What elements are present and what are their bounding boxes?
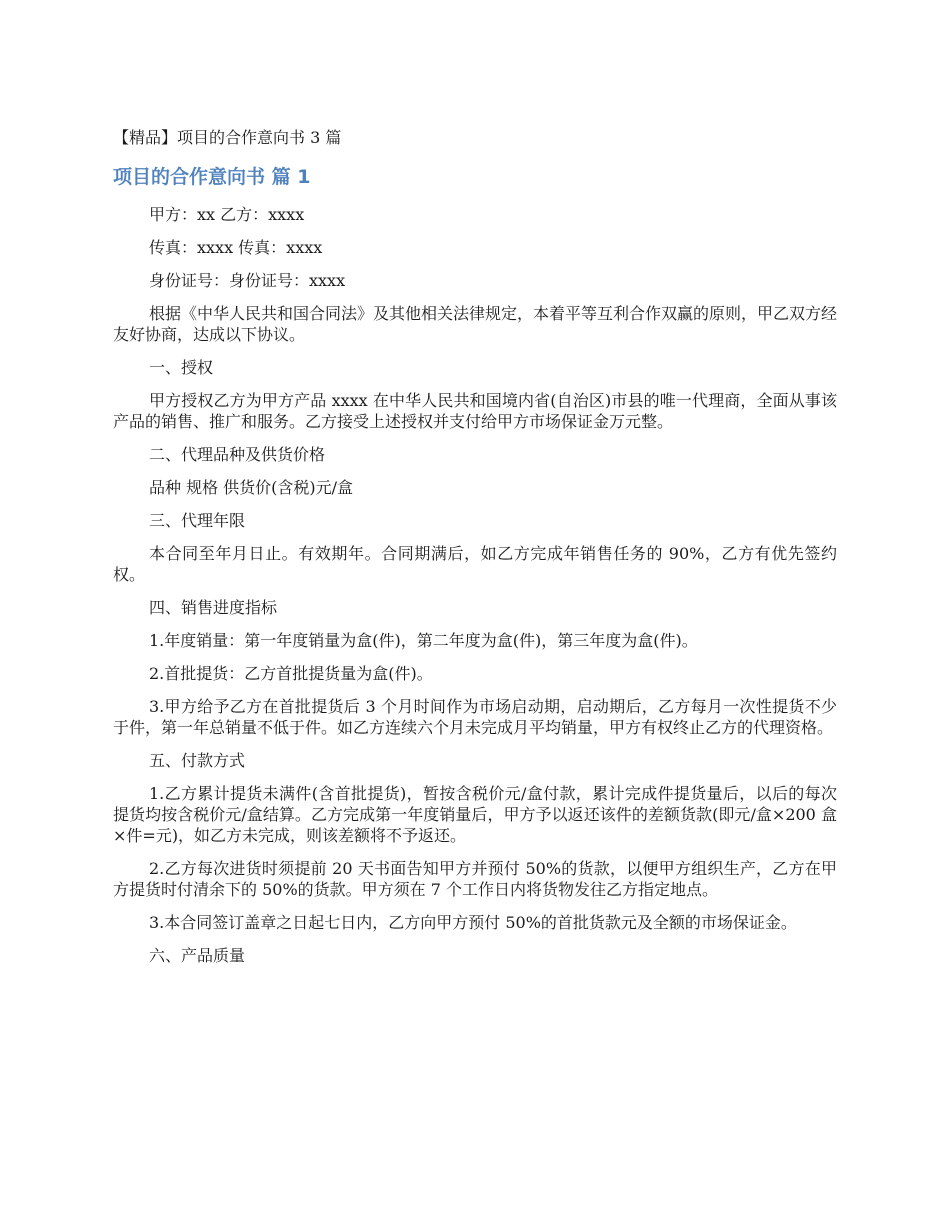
clause-heading-payment: 五、付款方式 bbox=[149, 751, 246, 770]
preamble-paragraph: 根据《中华人民共和国合同法》及其他相关法律规定，本着平等互利合作双赢的原则，甲乙双方经友好协商，达成以下协议。 bbox=[113, 304, 838, 344]
payment-item-1: 1.乙方累计提货未满件(含首批提货)，暂按含税价元/盒付款，累计完成件提货量后，以后的每次提货均按含税价元/盒结算。乙方完成第一年度销量后，甲方予以返还该件的差额货款(即元/盒×200 盒×件=元)，如乙方未完成，则该差额将不予返还。 bbox=[113, 784, 837, 845]
sales-target-item-3: 3.甲方给予乙方在首批提货后 3 个月时间作为市场启动期，启动期后，乙方每月一次性提货不少于件，第一年总销量不低于件。如乙方连续六个月未完成月平均销量，甲方有权终止乙方的代理资格。 bbox=[113, 697, 837, 737]
term-paragraph: 本合同至年月日止。有效期年。合同期满后，如乙方完成年销售任务的 90%，乙方有优先签约权。 bbox=[113, 544, 837, 584]
clause-heading-authorization: 一、授权 bbox=[149, 358, 214, 377]
sales-target-item-1: 1.年度销量：第一年度销量为盒(件)，第二年度为盒(件)，第三年度为盒(件)。 bbox=[149, 631, 698, 650]
clause-heading-sales-targets: 四、销售进度指标 bbox=[149, 598, 278, 617]
clause-heading-term: 三、代理年限 bbox=[149, 511, 246, 530]
document-title: 【精品】项目的合作意向书 3 篇 bbox=[113, 128, 342, 147]
clause-heading-products: 二、代理品种及供货价格 bbox=[149, 445, 326, 464]
payment-item-3: 3.本合同签订盖章之日起七日内，乙方向甲方预付 50%的首批货款元及全额的市场保证金。 bbox=[149, 913, 797, 932]
fax-line: 传真：xxxx 传真：xxxx bbox=[149, 238, 323, 257]
clause-heading-quality: 六、产品质量 bbox=[149, 946, 246, 965]
authorization-paragraph: 甲方授权乙方为甲方产品 xxxx 在中华人民共和国境内省(自治区)市县的唯一代理商，全面从事该产品的销售、推广和服务。乙方接受上述授权并支付给甲方市场保证金万元整。 bbox=[113, 391, 837, 431]
document-body bbox=[113, 204, 837, 978]
payment-item-2: 2.乙方每次进货时须提前 20 天书面告知甲方并预付 50%的货款，以便甲方组织生产，乙方在甲方提货时付清余下的 50%的货款。甲方须在 7 个工作日内将货物发往乙方指定地点。 bbox=[113, 859, 837, 899]
party-line: 甲方：xx 乙方：xxxx bbox=[149, 205, 305, 224]
product-price-line: 品种 规格 供货价(含税)元/盒 bbox=[149, 478, 354, 497]
id-number-line: 身份证号：身份证号：xxxx bbox=[149, 271, 346, 290]
sales-target-item-2: 2.首批提货：乙方首批提货量为盒(件)。 bbox=[149, 664, 433, 683]
section-heading: 项目的合作意向书 篇 1 bbox=[113, 166, 311, 188]
